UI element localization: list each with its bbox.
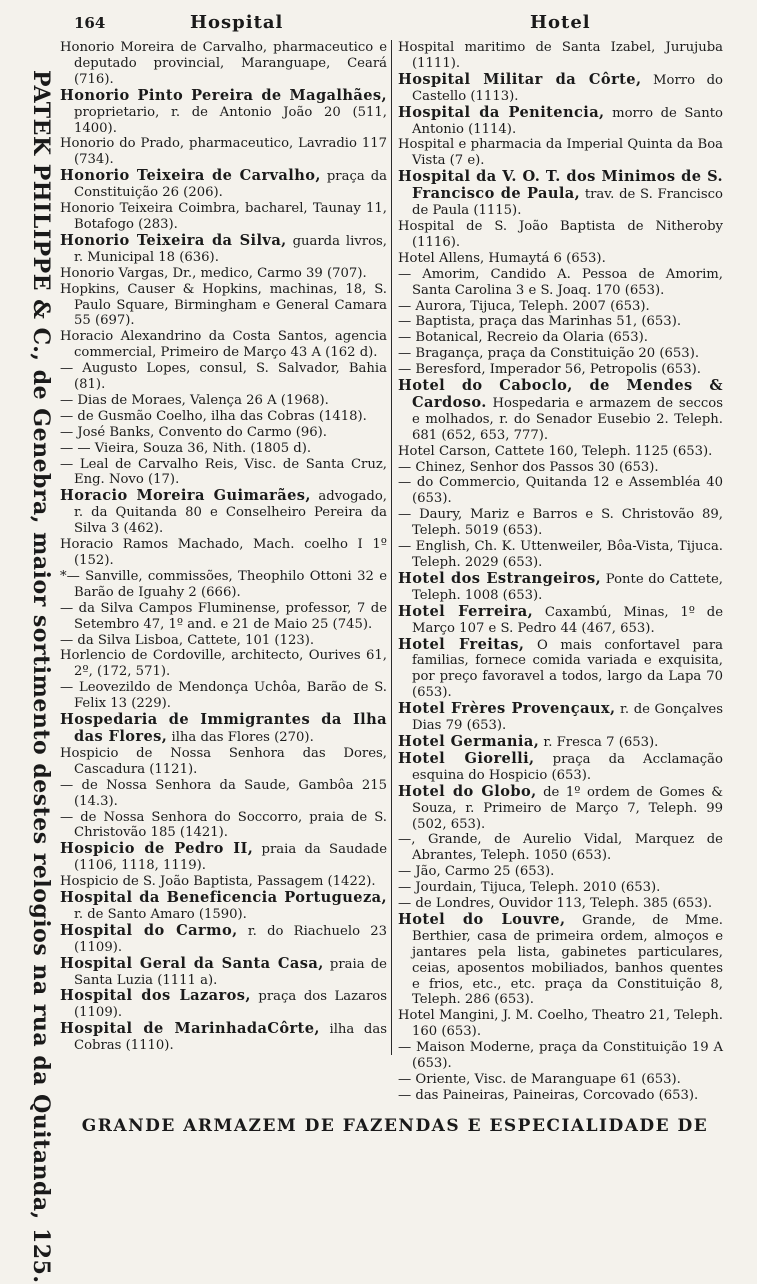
directory-entry bbox=[398, 362, 723, 378]
entry-text: — — Vieira, Souza 36, Nith. (1805 d). bbox=[60, 440, 312, 456]
entry-text: — da Silva Campos Fluminense, professor, 7 de Setembro 47, 1º and. e 21 de Maio 25 (745). bbox=[60, 600, 387, 632]
entry-text: Horacio Alexandrino da Costa Santos, agencia commercial, Primeiro de Março 43 A (162 d). bbox=[60, 329, 387, 361]
entry-heading: Hospital da V. O. T. dos Minimos de S. Francisco de Paula, bbox=[398, 168, 723, 203]
entry-text: de 1º ordem de Gomes & Souza, r. Primeiro de Março 7, Teleph. 99 (502, 653). bbox=[412, 784, 724, 832]
directory-entry bbox=[398, 571, 723, 604]
directory-entry bbox=[398, 251, 723, 267]
directory-entry bbox=[60, 409, 387, 425]
entry-text: advogado, r. da Quitanda 80 e Conselheiro Pereira da Silva 3 (462). bbox=[74, 489, 387, 537]
entry-text: — Botanical, Recreio da Olaria (653). bbox=[398, 330, 648, 346]
entry-heading: Hotel do Louvre, bbox=[398, 910, 566, 928]
directory-entry bbox=[398, 896, 723, 912]
directory-entry bbox=[60, 136, 387, 168]
directory-entry bbox=[398, 912, 723, 1008]
entry-heading: Hospital dos Lazaros, bbox=[60, 987, 251, 1005]
directory-entry bbox=[398, 267, 723, 299]
directory-entry bbox=[398, 169, 723, 219]
entry-heading: Horacio Moreira Guimarães, bbox=[60, 487, 311, 505]
entry-text: Hospital e pharmacia da Imperial Quinta da Boa Vista (7 e). bbox=[398, 137, 723, 169]
entry-text: — de Gusmão Coelho, ilha das Cobras (1418). bbox=[60, 408, 367, 424]
entry-heading: Hotel Germania, bbox=[398, 732, 540, 750]
directory-entry bbox=[60, 537, 387, 569]
page-header bbox=[60, 8, 750, 36]
entry-text: Morro do Castello (1113). bbox=[412, 72, 723, 104]
entry-heading: Honorio Teixeira de Carvalho, bbox=[60, 167, 321, 185]
directory-entry bbox=[60, 441, 387, 457]
directory-entry bbox=[60, 266, 387, 282]
entry-text: trav. de S. Francisco de Paula (1115). bbox=[412, 187, 723, 219]
running-head-right: Hotel bbox=[530, 12, 591, 33]
entry-text: *— Sanville, commissões, Theophilo Ottoni 32 e Barão de Iguahy 2 (666). bbox=[60, 568, 387, 600]
entry-heading: Honorio Teixeira da Silva, bbox=[60, 231, 287, 249]
directory-entry bbox=[60, 923, 387, 956]
entry-text: Hotel Mangini, J. M. Coelho, Theatro 21, Teleph. 160 (653). bbox=[398, 1008, 723, 1040]
entry-text: guarda livros, r. Municipal 18 (636). bbox=[74, 233, 387, 265]
entry-text: — Jão, Carmo 25 (653). bbox=[398, 864, 555, 880]
entry-text: praça dos Lazaros (1109). bbox=[74, 989, 387, 1021]
directory-entry bbox=[398, 105, 723, 138]
directory-entry bbox=[398, 784, 723, 833]
directory-entry bbox=[60, 329, 387, 361]
directory-entry bbox=[398, 40, 723, 72]
directory-entry bbox=[60, 712, 387, 746]
entry-heading: Hotel Giorelli, bbox=[398, 749, 535, 767]
directory-entry bbox=[60, 810, 387, 842]
running-head: Hospital bbox=[190, 12, 284, 33]
entry-text: praia de Santa Luzia (1111 a). bbox=[74, 956, 387, 988]
entry-text: r. Fresca 7 (653). bbox=[543, 734, 659, 750]
directory-entry bbox=[60, 778, 387, 810]
entry-text: Horacio Ramos Machado, Mach. coelho I 1º (152). bbox=[60, 537, 387, 568]
directory-entry bbox=[398, 1008, 723, 1040]
directory-entry bbox=[60, 457, 387, 489]
directory-entry bbox=[60, 282, 387, 330]
entry-text: praça da Constituição 26 (206). bbox=[74, 169, 387, 201]
entry-heading: Hotel dos Estrangeiros, bbox=[398, 569, 602, 587]
entry-text: — Leovezildo de Mendonça Uchôa, Barão de S. Felix 13 (229). bbox=[60, 680, 387, 712]
entry-heading: Hospedaria de Immigrantes da Ilha das Flores, bbox=[60, 711, 387, 745]
entry-text: — Oriente, Visc. de Maranguape 61 (653). bbox=[398, 1072, 681, 1087]
side-banner bbox=[8, 70, 54, 1284]
entry-text: — Maison Moderne, praça da Constituição 19 A (653). bbox=[398, 1040, 723, 1072]
entry-text: — das Paineiras, Paineiras, Corcovado (653). bbox=[398, 1087, 699, 1103]
entry-heading: Hospital de MarinhadaCôrte, bbox=[60, 1020, 320, 1038]
directory-entry bbox=[398, 507, 723, 539]
entry-text: Ponte do Cattete, Teleph. 1008 (653). bbox=[412, 571, 723, 603]
entry-text: ilha das Flores (270). bbox=[171, 729, 314, 745]
entry-heading: Hotel Freitas, bbox=[398, 635, 525, 653]
directory-entry bbox=[60, 648, 387, 680]
directory-entry bbox=[398, 751, 723, 784]
directory-entry bbox=[398, 539, 723, 571]
entry-text: Hospital de S. João Baptista de Nitheroby (1116). bbox=[398, 218, 723, 250]
entry-heading: Hospital Militar da Côrte, bbox=[398, 70, 642, 88]
entry-text: r. de Gonçalves Dias 79 (653). bbox=[412, 702, 723, 734]
directory-entry bbox=[398, 1040, 723, 1072]
entry-text: — Bragança, praça da Constituição 20 (653). bbox=[398, 346, 700, 362]
directory-entry bbox=[398, 864, 723, 880]
directory-entry bbox=[60, 988, 387, 1021]
entry-heading: Hospital do Carmo, bbox=[60, 921, 238, 939]
entry-text: Hopkins, Causer & Hopkins, machinas, 18, S. Paulo Square, Birmingham e General Camara 55 (697). bbox=[60, 281, 387, 329]
column-divider bbox=[391, 40, 392, 1055]
footer-banner: GRANDE ARMAZEM DE FAZENDAS E ESPECIALIDADE DE bbox=[81, 1116, 709, 1136]
directory-entry bbox=[60, 601, 387, 633]
page-number: 164 bbox=[74, 14, 106, 32]
directory-entry bbox=[60, 425, 387, 441]
entry-text: — Jourdain, Tijuca, Teleph. 2010 (653). bbox=[398, 880, 661, 896]
directory-entry bbox=[398, 378, 723, 444]
directory-entry bbox=[60, 361, 387, 393]
entry-text: Hospital maritimo de Santa Izabel, Jurujuba (1111). bbox=[398, 40, 723, 71]
directory-entry bbox=[398, 219, 723, 251]
entry-text: Hotel Allens, Humaytá 6 (653). bbox=[398, 250, 606, 266]
entry-text: praia da Saudade (1106, 1118, 1119). bbox=[74, 842, 387, 874]
side-banner-text: PATEK PHILIPPE & C., de Genebra, maior sortimento destes relogios na rua da Quitanda, 125. bbox=[28, 70, 54, 1284]
directory-entry bbox=[60, 233, 387, 266]
directory-entry bbox=[60, 393, 387, 409]
entry-text: — José Banks, Convento do Carmo (96). bbox=[60, 424, 327, 440]
entry-text: Caxambú, Minas, 1º de Março 107 e S. Pedro 44 (467, 653). bbox=[412, 604, 723, 636]
entry-heading: Hospital Geral da Santa Casa, bbox=[60, 954, 324, 972]
entry-text: Horlencio de Cordoville, architecto, Ourives 61, 2º, (172, 571). bbox=[60, 648, 387, 680]
entry-text: — Leal de Carvalho Reis, Visc. de Santa Cruz, Eng. Novo (17). bbox=[60, 456, 387, 488]
entry-text: — Daury, Mariz e Barros e S. Christovão 89, Teleph. 5019 (653). bbox=[398, 507, 723, 539]
entry-text: — Aurora, Tijuca, Teleph. 2007 (653). bbox=[398, 298, 650, 314]
entry-text: — de Nossa Senhora da Saude, Gambôa 215 (14.3). bbox=[60, 777, 387, 809]
directory-entry bbox=[398, 444, 723, 460]
entry-heading: Hotel Ferreira, bbox=[398, 602, 534, 620]
directory-entry bbox=[398, 701, 723, 734]
directory-entry bbox=[398, 832, 723, 864]
directory-entry bbox=[398, 299, 723, 315]
entry-text: Honorio Moreira de Carvalho, pharmaceutico e deputado provincial, Maranguape, Ceará (716). bbox=[60, 40, 387, 87]
entry-text: — Beresford, Imperador 56, Petropolis (653). bbox=[398, 362, 701, 378]
entry-heading: Hospital da Penitencia, bbox=[398, 103, 605, 121]
directory-entry bbox=[60, 168, 387, 201]
right-column bbox=[398, 40, 723, 1104]
directory-entry bbox=[398, 880, 723, 896]
entry-heading: Hospicio de Pedro II, bbox=[60, 840, 254, 858]
directory-entry bbox=[398, 72, 723, 105]
entry-text: r. de Santo Amaro (1590). bbox=[74, 906, 247, 922]
directory-entry bbox=[398, 346, 723, 362]
entry-heading: Honorio Pinto Pereira de Magalhães, bbox=[60, 86, 387, 104]
directory-entry bbox=[60, 1021, 387, 1054]
directory-entry bbox=[60, 201, 387, 233]
entry-text: Honorio do Prado, pharmaceutico, Lavradio 117 (734). bbox=[60, 136, 387, 168]
directory-entry bbox=[398, 604, 723, 637]
entry-text: r. do Riachuelo 23 (1109). bbox=[74, 923, 387, 955]
entry-text: Grande, de Mme. Berthier, casa de primeira ordem, almoços e jantares pela lista, gabinetes particulares, ceias, aposentos mobiliados, banhos quentes e frios, etc., etc. praça da Constituição 8, Teleph. 286 (653). bbox=[412, 912, 723, 1008]
directory-entry bbox=[60, 88, 387, 137]
directory-entry bbox=[398, 1088, 723, 1104]
entry-text: morro de Santo Antonio (1114). bbox=[412, 105, 723, 137]
entry-text: —, Grande, de Aurelio Vidal, Marquez de Abrantes, Teleph. 1050 (653). bbox=[398, 832, 723, 864]
entry-text: Hospedaria e armazem de seccos e molhados, r. do Senador Eusebio 2. Teleph. 681 (652, 653, 777). bbox=[412, 395, 723, 443]
directory-entry bbox=[60, 488, 387, 537]
entry-text: Hospicio de S. João Baptista, Passagem (1422). bbox=[60, 874, 376, 890]
entry-text: — do Commercio, Quitanda 12 e Assembléa 40 (653). bbox=[398, 475, 723, 507]
directory-entry bbox=[60, 680, 387, 712]
entry-text: — Dias de Moraes, Valença 26 A (1968). bbox=[60, 392, 329, 408]
directory-entry bbox=[398, 637, 723, 702]
directory-entry bbox=[60, 841, 387, 874]
directory-entry bbox=[60, 633, 387, 649]
directory-entry bbox=[398, 314, 723, 330]
entry-text: — English, Ch. K. Uttenweiler, Bôa-Vista, Tijuca. Teleph. 2029 (653). bbox=[398, 539, 723, 570]
entry-text: Hospicio de Nossa Senhora das Dores, Cascadura (1121). bbox=[60, 745, 387, 777]
directory-entry bbox=[60, 569, 387, 601]
entry-text: — Amorim, Candido A. Pessoa de Amorim, Santa Carolina 3 e S. Joaq. 170 (653). bbox=[398, 266, 723, 298]
directory-entry bbox=[398, 460, 723, 476]
entry-text: praça da Acclamação esquina do Hospicio (653). bbox=[412, 751, 723, 783]
entry-text: proprietario, r. de Antonio João 20 (511, 1400). bbox=[74, 104, 387, 136]
directory-entry bbox=[398, 1072, 723, 1088]
entry-text: Honorio Teixeira Coimbra, bacharel, Taunay 11, Botafogo (283). bbox=[60, 201, 387, 232]
entry-heading: Hospital da Beneficencia Portugueza, bbox=[60, 889, 387, 907]
directory-entry bbox=[60, 874, 387, 890]
entry-text: — Baptista, praça das Marinhas 51, (653). bbox=[398, 314, 682, 330]
entry-heading: Hotel do Globo, bbox=[398, 782, 537, 800]
directory-entry bbox=[60, 40, 387, 88]
entry-text: Honorio Vargas, Dr., medico, Carmo 39 (707). bbox=[60, 265, 367, 281]
left-column bbox=[60, 40, 387, 1054]
entry-text: — Chinez, Senhor dos Passos 30 (653). bbox=[398, 459, 659, 475]
directory-entry bbox=[398, 475, 723, 507]
directory-entry bbox=[60, 890, 387, 923]
entry-text: — de Londres, Ouvidor 113, Teleph. 385 (653). bbox=[398, 896, 713, 912]
entry-text: — de Nossa Senhora do Soccorro, praia de S. Christovão 185 (1421). bbox=[60, 809, 387, 841]
directory-entry bbox=[398, 137, 723, 169]
entry-text: O mais confortavel para familias, fornece comida variada e exquisita, por preço favoravel a todos, largo da Lapa 70 (653). bbox=[412, 637, 723, 701]
entry-heading: Hotel do Caboclo, de Mendes & Cardoso. bbox=[398, 377, 723, 411]
directory-entry bbox=[398, 330, 723, 346]
directory-entry bbox=[398, 734, 723, 751]
directory-entry bbox=[60, 746, 387, 778]
entry-text: — Augusto Lopes, consul, S. Salvador, Bahia (81). bbox=[60, 361, 387, 393]
directory-entry bbox=[60, 956, 387, 989]
entry-text: — da Silva Lisboa, Cattete, 101 (123). bbox=[60, 632, 315, 648]
entry-text: ilha das Cobras (1110). bbox=[74, 1022, 387, 1054]
entry-heading: Hotel Frères Provençaux, bbox=[398, 700, 616, 718]
entry-text: Hotel Carson, Cattete 160, Teleph. 1125 (653). bbox=[398, 443, 713, 459]
